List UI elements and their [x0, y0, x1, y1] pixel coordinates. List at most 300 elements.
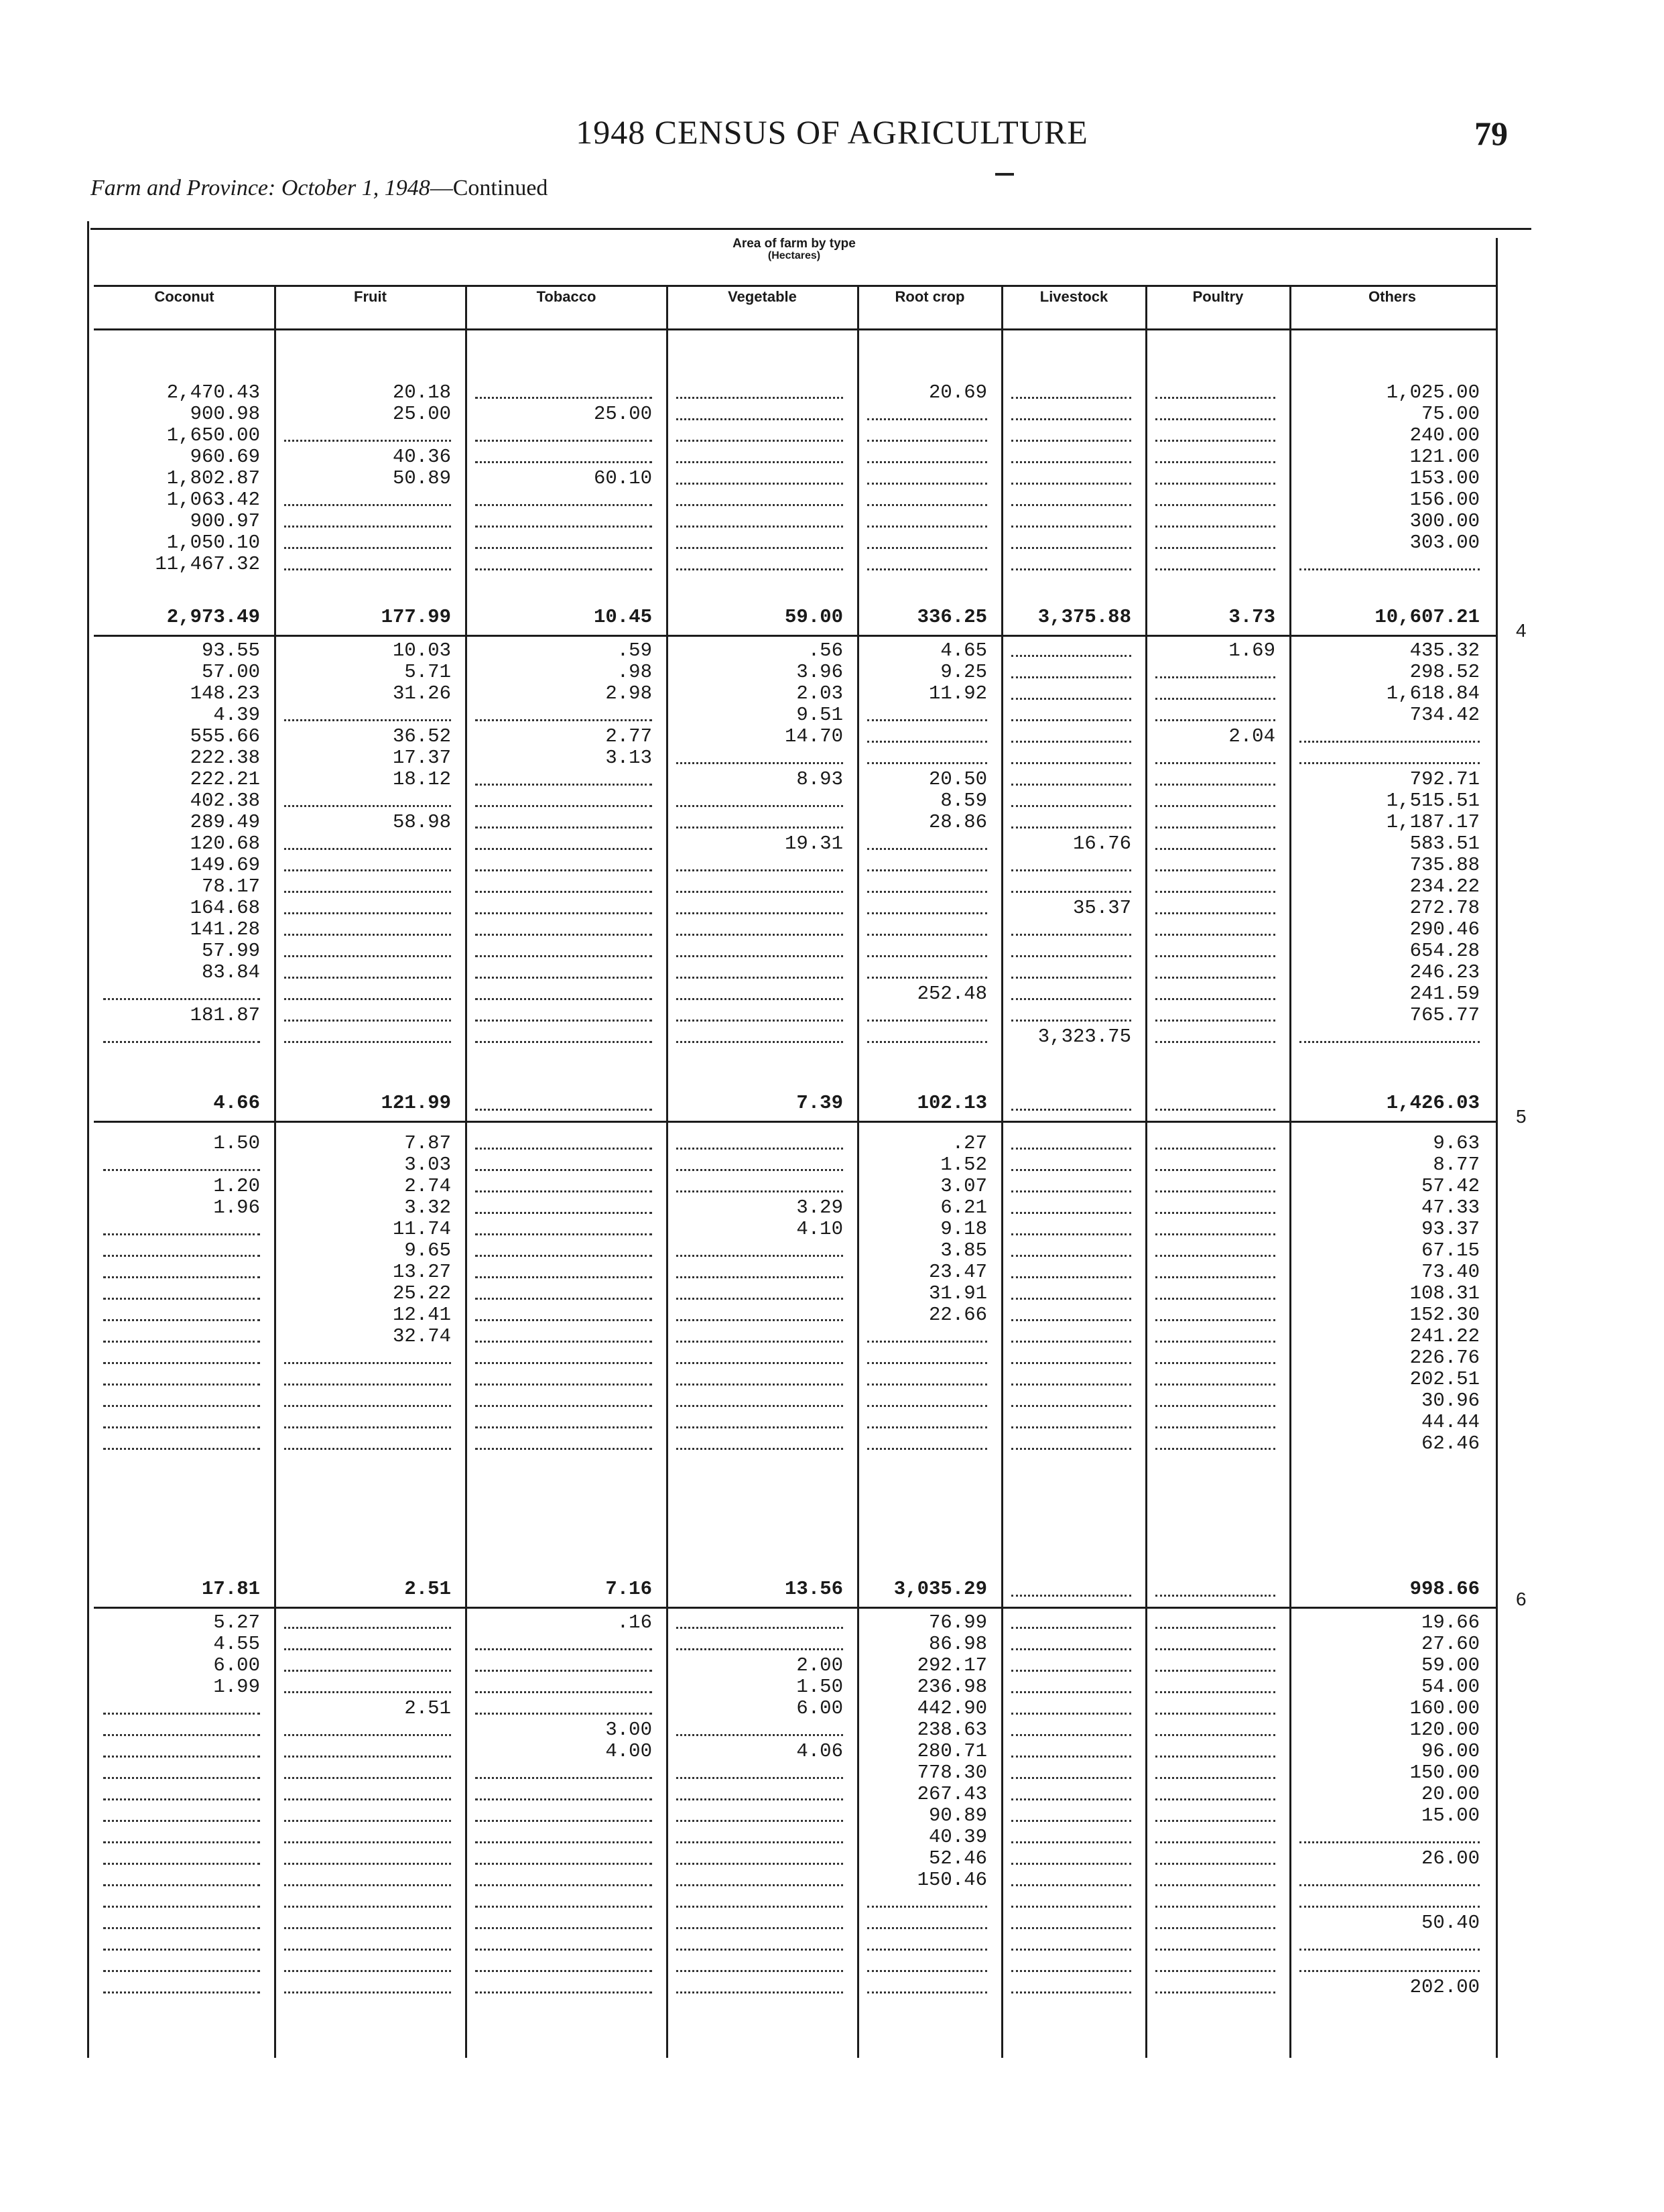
- leader-dots: [475, 547, 652, 549]
- leader-dots: [103, 1713, 260, 1715]
- table-cell: 78.17: [201, 875, 260, 898]
- table-cell: 1,802.87: [166, 467, 260, 489]
- leader-dots: [1155, 1691, 1275, 1693]
- leader-dots: [1155, 1756, 1275, 1758]
- leader-dots: [284, 977, 451, 979]
- table-cell: 86.98: [928, 1633, 987, 1655]
- table-cell: 1,650.00: [166, 424, 260, 446]
- table-cell: 148.23: [190, 682, 260, 704]
- leader-dots: [475, 1255, 652, 1257]
- leader-dots: [1155, 1405, 1275, 1407]
- leader-dots: [867, 1949, 987, 1951]
- table-subtitle: [90, 176, 548, 201]
- leader-dots: [1299, 1906, 1480, 1908]
- leader-dots: [1155, 1276, 1275, 1278]
- leader-dots: [475, 1109, 652, 1111]
- leader-dots: [1155, 1298, 1275, 1300]
- leader-dots: [867, 547, 987, 549]
- leader-dots: [867, 1970, 987, 1972]
- table-cell: 9.51: [796, 704, 843, 726]
- table-cell: 654.28: [1409, 940, 1480, 962]
- leader-dots: [676, 998, 843, 1000]
- leader-dots: [284, 568, 451, 570]
- leader-dots: [867, 461, 987, 463]
- leader-dots: [475, 1713, 652, 1715]
- leader-dots: [284, 848, 451, 850]
- leader-dots: [1011, 1384, 1131, 1386]
- table-cell: 57.00: [201, 661, 260, 683]
- leader-dots: [1011, 1648, 1131, 1650]
- table-cell: .59: [617, 639, 652, 662]
- leader-dots: [475, 869, 652, 871]
- table-cell: 20.69: [928, 381, 987, 404]
- section-total-others: 998.66: [1409, 1578, 1480, 1600]
- leader-dots: [103, 1841, 260, 1843]
- table-cell: 222.21: [190, 768, 260, 790]
- section-total-others: 1,426.03: [1386, 1092, 1480, 1114]
- table-cell: 238.63: [917, 1719, 987, 1741]
- leader-dots: [867, 1405, 987, 1407]
- table-cell: 1,050.10: [166, 532, 260, 554]
- table-cell: 236.98: [917, 1676, 987, 1698]
- table-cell: 252.48: [917, 983, 987, 1005]
- leader-dots: [475, 1798, 652, 1800]
- leader-dots: [1011, 676, 1131, 678]
- leader-dots: [867, 1448, 987, 1450]
- leader-dots: [1011, 1841, 1131, 1843]
- leader-dots: [676, 1448, 843, 1450]
- leader-dots: [475, 1691, 652, 1693]
- leader-dots: [1011, 1362, 1131, 1364]
- table-cell: 108.31: [1409, 1282, 1480, 1304]
- table-cell: 442.90: [917, 1697, 987, 1719]
- leader-dots: [1011, 784, 1131, 786]
- leader-dots: [867, 719, 987, 721]
- leader-dots: [475, 440, 652, 442]
- leader-dots: [103, 1777, 260, 1779]
- leader-dots: [1155, 762, 1275, 764]
- leader-dots: [103, 1734, 260, 1736]
- leader-dots: [1155, 1020, 1275, 1022]
- table-cell: 3.07: [940, 1175, 987, 1197]
- column-header-coconut: Coconut: [154, 288, 214, 305]
- leader-dots: [676, 1362, 843, 1364]
- leader-dots: [867, 1927, 987, 1929]
- leader-dots: [1011, 1405, 1131, 1407]
- table-cell: 90.89: [928, 1804, 987, 1827]
- table-cell: 2.03: [796, 682, 843, 704]
- table-cell: 120.68: [190, 833, 260, 855]
- section-total-rule: [94, 1121, 1498, 1123]
- table-cell: 75.00: [1421, 403, 1480, 425]
- table-cell: 31.91: [928, 1282, 987, 1304]
- table-cell: 19.31: [784, 833, 843, 855]
- leader-dots: [475, 504, 652, 506]
- leader-dots: [475, 1841, 652, 1843]
- leader-dots: [867, 848, 987, 850]
- leader-dots: [1011, 1148, 1131, 1150]
- leader-dots: [475, 1777, 652, 1779]
- leader-dots: [1155, 461, 1275, 463]
- table-cell: 2.74: [404, 1175, 451, 1197]
- table-cell: 289.49: [190, 811, 260, 833]
- table-cell: 241.59: [1409, 983, 1480, 1005]
- leader-dots: [1155, 1041, 1275, 1043]
- leader-dots: [475, 1863, 652, 1865]
- leader-dots: [103, 1884, 260, 1886]
- leader-dots: [1155, 698, 1275, 700]
- group-heading-label: Area of farm by type: [732, 237, 856, 251]
- table-cell: 160.00: [1409, 1697, 1480, 1719]
- table-cell: 900.97: [190, 510, 260, 532]
- leader-dots: [1011, 1212, 1131, 1214]
- leader-dots: [103, 1991, 260, 1993]
- section-total-coconut: 2,973.49: [166, 606, 260, 628]
- table-cell: 583.51: [1409, 833, 1480, 855]
- column-header-vegetable: Vegetable: [728, 288, 797, 305]
- table-cell: 241.22: [1409, 1325, 1480, 1347]
- table-top-rule: [90, 228, 1531, 230]
- table-cell: 267.43: [917, 1783, 987, 1805]
- table-cell: 792.71: [1409, 768, 1480, 790]
- leader-dots: [676, 547, 843, 549]
- table-cell: 435.32: [1409, 639, 1480, 662]
- leader-dots: [676, 912, 843, 914]
- table-cell: .98: [617, 661, 652, 683]
- leader-dots: [867, 504, 987, 506]
- leader-dots: [284, 1756, 451, 1758]
- leader-dots: [1155, 1670, 1275, 1672]
- table-cell: 6.00: [213, 1654, 260, 1676]
- table-cell: 555.66: [190, 725, 260, 747]
- leader-dots: [284, 805, 451, 807]
- table-cell: .27: [952, 1132, 987, 1154]
- table-cell: 234.22: [1409, 875, 1480, 898]
- leader-dots: [475, 1041, 652, 1043]
- leader-dots: [103, 1756, 260, 1758]
- table-cell: 30.96: [1421, 1390, 1480, 1412]
- table-cell: 246.23: [1409, 961, 1480, 983]
- table-cell: 23.47: [928, 1261, 987, 1283]
- leader-dots: [475, 1384, 652, 1386]
- leader-dots: [475, 1670, 652, 1672]
- leader-dots: [1155, 1777, 1275, 1779]
- leader-dots: [1011, 977, 1131, 979]
- leader-dots: [284, 1426, 451, 1428]
- leader-dots: [1155, 784, 1275, 786]
- leader-dots: [1155, 418, 1275, 420]
- leader-dots: [1155, 1255, 1275, 1257]
- table-cell: 3.29: [796, 1196, 843, 1219]
- leader-dots: [475, 1949, 652, 1951]
- table-cell: 4.55: [213, 1633, 260, 1655]
- leader-dots: [676, 1627, 843, 1629]
- leader-dots: [103, 998, 260, 1000]
- leader-dots: [475, 826, 652, 828]
- section-total-rule: [94, 1607, 1498, 1609]
- leader-dots: [1155, 1734, 1275, 1736]
- column-divider: [465, 285, 467, 2058]
- table-cell: 778.30: [917, 1762, 987, 1784]
- leader-dots: [1011, 1233, 1131, 1235]
- table-cell: 93.55: [201, 639, 260, 662]
- table-cell: 20.18: [392, 381, 451, 404]
- leader-dots: [1155, 1448, 1275, 1450]
- section-total-root-crop: 102.13: [917, 1092, 987, 1114]
- leader-dots: [1155, 1148, 1275, 1150]
- column-divider: [1145, 285, 1147, 2058]
- leader-dots: [284, 869, 451, 871]
- section-total-root-crop: 336.25: [917, 606, 987, 628]
- leader-dots: [867, 1341, 987, 1343]
- leader-dots: [1011, 655, 1131, 657]
- table-cell: 765.77: [1409, 1004, 1480, 1026]
- leader-dots: [103, 1863, 260, 1865]
- leader-dots: [284, 1798, 451, 1800]
- leader-dots: [676, 955, 843, 957]
- leader-dots: [676, 762, 843, 764]
- table-cell: 153.00: [1409, 467, 1480, 489]
- leader-dots: [1155, 397, 1275, 399]
- leader-dots: [676, 1148, 843, 1150]
- leader-dots: [103, 1362, 260, 1364]
- leader-dots: [676, 1648, 843, 1650]
- leader-dots: [475, 891, 652, 893]
- section-total-root-crop: 3,035.29: [893, 1578, 987, 1600]
- leader-dots: [1155, 805, 1275, 807]
- leader-dots: [676, 1341, 843, 1343]
- leader-dots: [1155, 1362, 1275, 1364]
- leader-dots: [284, 1991, 451, 1993]
- leader-dots: [676, 891, 843, 893]
- table-cell: 62.46: [1421, 1432, 1480, 1455]
- column-divider: [666, 285, 668, 2058]
- leader-dots: [1155, 1820, 1275, 1822]
- table-cell: 150.46: [917, 1869, 987, 1891]
- header-dash: [995, 173, 1014, 176]
- leader-dots: [867, 1041, 987, 1043]
- table-cell: 121.00: [1409, 446, 1480, 468]
- leader-dots: [1155, 547, 1275, 549]
- column-header-fruit: Fruit: [354, 288, 387, 305]
- leader-dots: [1155, 1190, 1275, 1192]
- table-cell: 52.46: [928, 1847, 987, 1869]
- table-cell: 20.00: [1421, 1783, 1480, 1805]
- table-cell: 156.00: [1409, 489, 1480, 511]
- leader-dots: [676, 397, 843, 399]
- leader-dots: [103, 1949, 260, 1951]
- table-cell: 734.42: [1409, 704, 1480, 726]
- table-cell: 27.60: [1421, 1633, 1480, 1655]
- leader-dots: [1155, 1319, 1275, 1321]
- leader-dots: [1011, 547, 1131, 549]
- leader-dots: [867, 891, 987, 893]
- leader-dots: [676, 1426, 843, 1428]
- table-cell: 32.74: [392, 1325, 451, 1347]
- leader-dots: [103, 1341, 260, 1343]
- leader-dots: [284, 1906, 451, 1908]
- table-cell: 31.26: [392, 682, 451, 704]
- section-marker: 6: [1516, 1589, 1527, 1609]
- leader-dots: [1155, 1341, 1275, 1343]
- table-cell: 11.74: [392, 1218, 451, 1240]
- leader-dots: [1155, 1991, 1275, 1993]
- leader-dots: [284, 1627, 451, 1629]
- leader-dots: [1011, 1627, 1131, 1629]
- table-cell: 1,618.84: [1386, 682, 1480, 704]
- leader-dots: [676, 1020, 843, 1022]
- leader-dots: [1155, 848, 1275, 850]
- leader-dots: [676, 1405, 843, 1407]
- table-cell: 16.76: [1072, 833, 1131, 855]
- leader-dots: [1155, 1906, 1275, 1908]
- leader-dots: [676, 1169, 843, 1171]
- leader-dots: [475, 719, 652, 721]
- leader-dots: [284, 526, 451, 528]
- leader-dots: [676, 1820, 843, 1822]
- leader-dots: [1011, 1906, 1131, 1908]
- table-cell: 1.52: [940, 1154, 987, 1176]
- table-cell: 5.71: [404, 661, 451, 683]
- leader-dots: [1155, 1109, 1275, 1111]
- leader-dots: [1011, 1820, 1131, 1822]
- table-cell: 226.76: [1409, 1347, 1480, 1369]
- leader-dots: [284, 547, 451, 549]
- table-cell: 40.36: [392, 446, 451, 468]
- table-cell: 14.70: [784, 725, 843, 747]
- column-divider: [1001, 285, 1003, 2058]
- table-cell: 1,063.42: [166, 489, 260, 511]
- table-cell: 57.42: [1421, 1175, 1480, 1197]
- leader-dots: [475, 934, 652, 936]
- table-cell: 18.12: [392, 768, 451, 790]
- leader-dots: [676, 1906, 843, 1908]
- leader-dots: [867, 568, 987, 570]
- leader-dots: [676, 418, 843, 420]
- leader-dots: [103, 1970, 260, 1972]
- leader-dots: [676, 1927, 843, 1929]
- leader-dots: [676, 977, 843, 979]
- leader-dots: [475, 1405, 652, 1407]
- leader-dots: [284, 1841, 451, 1843]
- table-cell: 4.39: [213, 704, 260, 726]
- table-cell: 152.30: [1409, 1304, 1480, 1326]
- group-heading: [94, 238, 1494, 262]
- table-cell: 25.22: [392, 1282, 451, 1304]
- leader-dots: [1011, 1341, 1131, 1343]
- leader-dots: [676, 1041, 843, 1043]
- leader-dots: [676, 483, 843, 485]
- leader-dots: [475, 784, 652, 786]
- leader-dots: [676, 1319, 843, 1321]
- leader-dots: [1011, 1319, 1131, 1321]
- leader-dots: [867, 418, 987, 420]
- table-cell: 300.00: [1409, 510, 1480, 532]
- leader-dots: [1011, 397, 1131, 399]
- section-total-vegetable: 7.39: [796, 1092, 843, 1114]
- subtitle-italic: Farm and Province: October 1, 1948: [90, 176, 430, 200]
- leader-dots: [1011, 1109, 1131, 1111]
- table-cell: 20.50: [928, 768, 987, 790]
- leader-dots: [676, 869, 843, 871]
- table-cell: 298.52: [1409, 661, 1480, 683]
- leader-dots: [284, 440, 451, 442]
- leader-dots: [1155, 719, 1275, 721]
- table-header-rule: [94, 285, 1498, 287]
- leader-dots: [103, 1798, 260, 1800]
- leader-dots: [867, 1384, 987, 1386]
- section-total-fruit: 177.99: [381, 606, 451, 628]
- table-cell: 28.86: [928, 811, 987, 833]
- table-cell: 35.37: [1072, 897, 1131, 919]
- leader-dots: [103, 1255, 260, 1257]
- leader-dots: [475, 1906, 652, 1908]
- leader-dots: [284, 1691, 451, 1693]
- leader-dots: [1155, 1169, 1275, 1171]
- leader-dots: [676, 1841, 843, 1843]
- table-cell: 8.93: [796, 768, 843, 790]
- leader-dots: [1011, 741, 1131, 743]
- table-cell: 15.00: [1421, 1804, 1480, 1827]
- leader-dots: [284, 998, 451, 1000]
- leader-dots: [676, 934, 843, 936]
- table-cell: 44.44: [1421, 1411, 1480, 1433]
- leader-dots: [284, 1448, 451, 1450]
- leader-dots: [1011, 1255, 1131, 1257]
- leader-dots: [1011, 1020, 1131, 1022]
- leader-dots: [284, 1362, 451, 1364]
- leader-dots: [1011, 440, 1131, 442]
- leader-dots: [475, 955, 652, 957]
- leader-dots: [284, 719, 451, 721]
- leader-dots: [1011, 1691, 1131, 1693]
- leader-dots: [1011, 719, 1131, 721]
- leader-dots: [1155, 568, 1275, 570]
- table-cell: 36.52: [392, 725, 451, 747]
- section-total-livestock: 3,375.88: [1037, 606, 1131, 628]
- leader-dots: [284, 934, 451, 936]
- leader-dots: [1011, 1991, 1131, 1993]
- leader-dots: [867, 483, 987, 485]
- leader-dots: [1155, 1627, 1275, 1629]
- table-cell: 149.69: [190, 854, 260, 876]
- table-cell: 40.39: [928, 1826, 987, 1848]
- table-cell: 76.99: [928, 1611, 987, 1634]
- leader-dots: [1155, 1713, 1275, 1715]
- leader-dots: [1155, 1970, 1275, 1972]
- leader-dots: [867, 440, 987, 442]
- leader-dots: [1299, 762, 1480, 764]
- leader-dots: [1011, 418, 1131, 420]
- table-cell: 60.10: [593, 467, 652, 489]
- leader-dots: [867, 912, 987, 914]
- page-title: 1948 CENSUS OF AGRICULTURE: [576, 113, 1088, 151]
- table-cell: 4.00: [605, 1740, 652, 1762]
- leader-dots: [475, 1448, 652, 1450]
- leader-dots: [1011, 1298, 1131, 1300]
- leader-dots: [103, 1384, 260, 1386]
- table-cell: 3.32: [404, 1196, 451, 1219]
- table-cell: 735.88: [1409, 854, 1480, 876]
- leader-dots: [103, 1233, 260, 1235]
- leader-dots: [867, 1991, 987, 1993]
- leader-dots: [1155, 955, 1275, 957]
- leader-dots: [1011, 1798, 1131, 1800]
- table-cell: 960.69: [190, 446, 260, 468]
- leader-dots: [475, 1148, 652, 1150]
- table-cell: 19.66: [1421, 1611, 1480, 1634]
- section-total-vegetable: 59.00: [784, 606, 843, 628]
